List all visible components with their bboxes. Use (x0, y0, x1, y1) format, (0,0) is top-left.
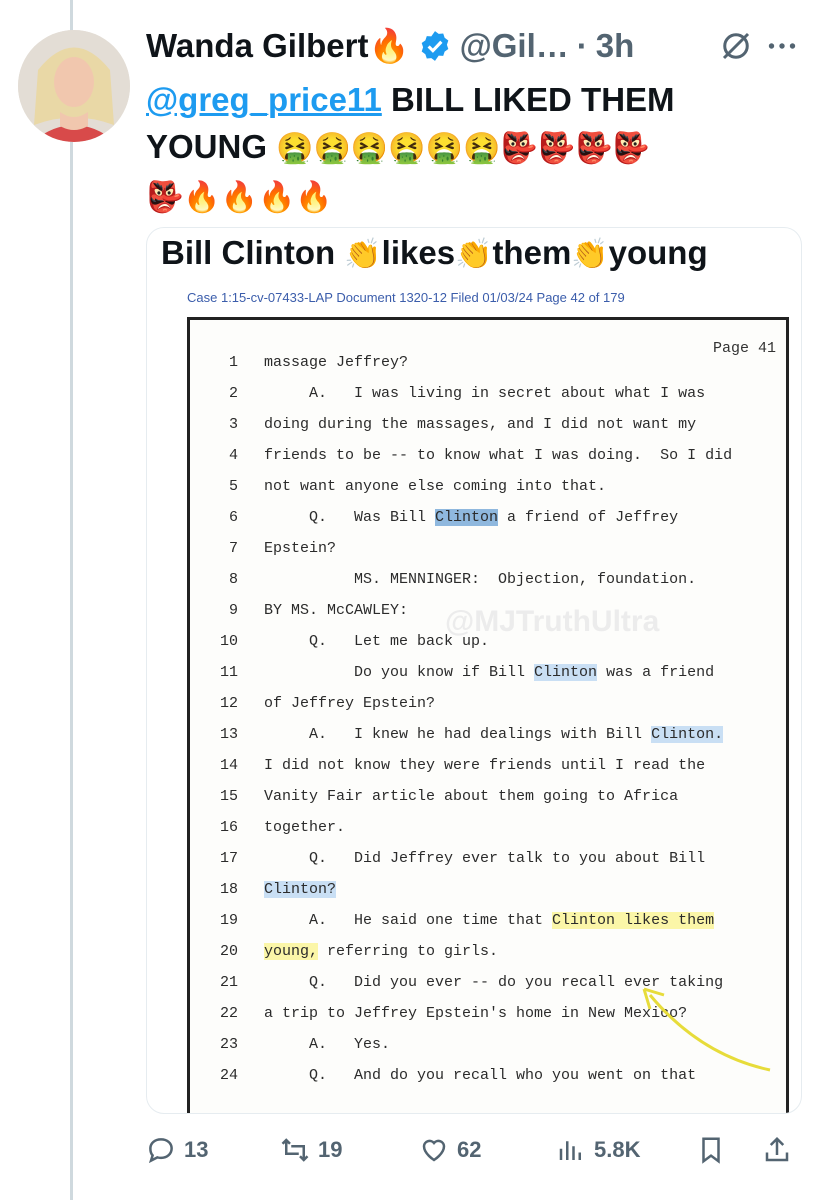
reply-count: 13 (184, 1137, 209, 1162)
caption-text: likes (381, 234, 456, 271)
line-text: MS. MENNINGER: Objection, foundation. (264, 571, 697, 588)
tweet-text-line2: YOUNG (146, 128, 277, 165)
line-number: 6 (228, 509, 238, 526)
highlighted-text: Clinton likes them (552, 912, 715, 929)
emoji-row-1: 🤮🤮🤮🤮🤮🤮👺👺👺👺 (276, 132, 650, 165)
highlighted-text: Clinton? (264, 881, 337, 898)
clap-emoji: 👏 (344, 238, 382, 271)
line-number: 12 (219, 695, 238, 712)
tweet-header (146, 24, 806, 68)
line-number: 21 (219, 974, 238, 991)
line-text: Vanity Fair article about them going to Africa (264, 788, 679, 805)
caption-text: young (608, 234, 708, 271)
line-text: friends to be -- to know what I was doing. So I did (264, 447, 733, 464)
mention-link[interactable]: @greg_price11 (146, 81, 382, 118)
line-number: 20 (219, 943, 238, 960)
bookmark-button[interactable] (696, 1130, 726, 1170)
tweet-text (146, 76, 796, 221)
grok-icon[interactable] (718, 28, 754, 64)
author-name[interactable]: Wanda Gilbert🔥 (146, 26, 410, 64)
line-number: 4 (228, 447, 238, 464)
heart-icon (419, 1135, 449, 1165)
line-text: of Jeffrey Epstein? (264, 695, 436, 712)
line-text: not want anyone else coming into that. (264, 478, 607, 495)
line-text: a trip to Jeffrey Epstein's home in New Mexico? (264, 1005, 688, 1022)
highlighted-text: Clinton (435, 509, 499, 526)
highlighted-text: young, (264, 943, 319, 960)
analytics-icon (556, 1135, 586, 1165)
separator-dot: · (576, 27, 588, 64)
line-text: Q. Did you ever -- do you recall ever taking (264, 974, 724, 991)
line-text: A. I was living in secret about what I was (264, 385, 706, 402)
line-text (264, 881, 336, 898)
more-options-icon[interactable] (764, 28, 800, 64)
timestamp[interactable]: 3h (595, 27, 635, 64)
transcript-page-number: Page 41 (712, 340, 776, 357)
line-number: 24 (219, 1067, 238, 1084)
line-number: 22 (219, 1005, 238, 1022)
repost-icon (280, 1135, 310, 1165)
line-text: massage Jeffrey? (264, 354, 409, 371)
watermark: @MJTruthUltra (445, 605, 660, 638)
views-button[interactable] (556, 1130, 640, 1170)
line-text: Q. And do you recall who you went on that (264, 1067, 697, 1084)
line-number: 10 (219, 633, 238, 650)
view-count: 5.8K (594, 1137, 641, 1162)
repost-count: 19 (318, 1137, 343, 1162)
line-text: A. He said one time that Clinton likes them (264, 912, 715, 929)
line-number: 11 (219, 664, 238, 681)
line-number: 1 (228, 354, 238, 371)
attached-image[interactable] (146, 227, 802, 1114)
like-count: 62 (457, 1137, 482, 1162)
caption-text: Bill Clinton (161, 234, 345, 271)
reply-icon (146, 1135, 176, 1165)
share-button[interactable] (762, 1130, 792, 1170)
line-text: Q. Let me back up. (264, 633, 490, 650)
repost-button[interactable] (280, 1130, 342, 1170)
line-text: doing during the massages, and I did not want my (264, 416, 697, 433)
reply-button[interactable] (146, 1130, 208, 1170)
line-text: A. I knew he had dealings with Bill Clinton. (264, 726, 724, 743)
highlighted-text: Clinton. (651, 726, 724, 743)
line-number: 5 (228, 478, 238, 495)
avatar-photo-icon (18, 30, 130, 142)
bookmark-icon (696, 1135, 726, 1165)
line-number: 3 (228, 416, 238, 433)
line-text: A. Yes. (264, 1036, 391, 1053)
line-text: Do you know if Bill Clinton was a friend (264, 664, 715, 681)
tweet-text-line1: BILL LIKED THEM (381, 81, 675, 118)
line-number: 9 (228, 602, 238, 619)
share-icon (762, 1135, 792, 1165)
caption-text: them (492, 234, 572, 271)
line-text: Q. Was Bill Clinton a friend of Jeffrey (264, 509, 679, 526)
line-number: 2 (228, 385, 238, 402)
line-text: together. (264, 819, 346, 836)
line-number: 15 (219, 788, 238, 805)
line-text: I did not know they were friends until I read the (264, 757, 706, 774)
verified-badge-icon (418, 29, 452, 63)
annotation-arrow-icon (620, 945, 790, 1085)
clap-emoji: 👏 (571, 238, 609, 271)
action-bar (146, 1130, 806, 1170)
line-number: 18 (219, 881, 238, 898)
court-document-header: Case 1:15-cv-07433-LAP Document 1320-12 Filed 01/03/24 Page 42 of 179 (187, 290, 625, 305)
line-text: Q. Did Jeffrey ever talk to you about Bill (264, 850, 706, 867)
line-number: 17 (219, 850, 238, 867)
line-number: 7 (228, 540, 238, 557)
line-number: 8 (228, 571, 238, 588)
line-text: Epstein? (264, 540, 337, 557)
deposition-transcript (187, 317, 789, 1114)
highlighted-text: Clinton (534, 664, 598, 681)
line-text: BY MS. McCAWLEY: (264, 602, 409, 619)
clap-emoji: 👏 (455, 238, 493, 271)
line-number: 23 (219, 1036, 238, 1053)
avatar[interactable] (18, 30, 130, 142)
line-text: young, referring to girls. (264, 943, 499, 960)
like-button[interactable] (419, 1130, 481, 1170)
line-number: 16 (219, 819, 238, 836)
image-caption (161, 234, 708, 272)
thread-connector-line (70, 0, 73, 1200)
line-number: 19 (219, 912, 238, 929)
line-number: 14 (219, 757, 238, 774)
line-number: 13 (219, 726, 238, 743)
author-handle[interactable]: @Gil… (459, 27, 569, 64)
emoji-row-2: 👺🔥🔥🔥🔥 (146, 181, 333, 214)
